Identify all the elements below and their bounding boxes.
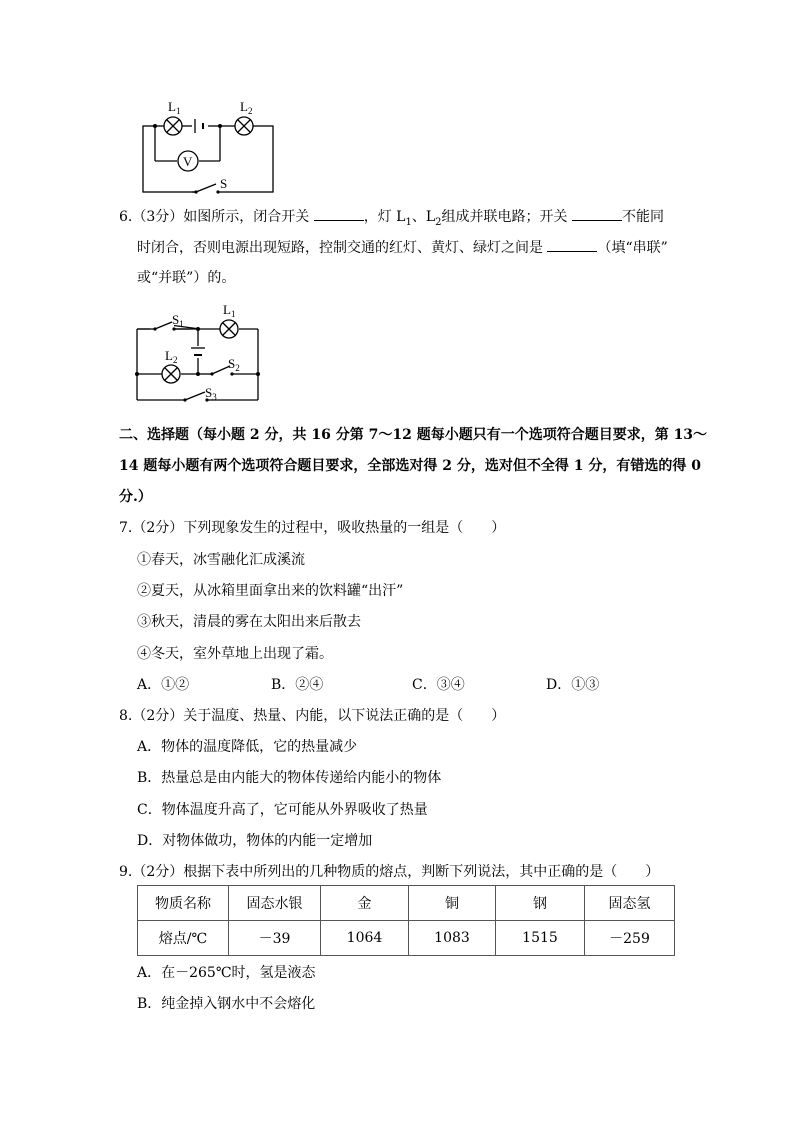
section-2-heading-line-3: 分.）: [119, 489, 152, 505]
q8-option-a[interactable]: A．物体的温度降低，它的热量减少: [137, 739, 358, 755]
table-cell: 钢: [496, 886, 585, 921]
table-cell: 1083: [409, 921, 496, 956]
table-cell: 固态水银: [229, 886, 321, 921]
table-cell: 铜: [409, 886, 496, 921]
q8-stem: 8.（2分）关于温度、热量、内能，以下说法正确的是（ ）: [119, 708, 506, 724]
section-2-heading-line-1: 二、选择题（每小题 2 分，共 16 分第 7～12 题每小题只有一个选项符合题目要求，第 13～: [119, 427, 708, 443]
voltmeter-label: V: [183, 154, 193, 169]
section-2-heading-line-2: 14 题每小题有两个选项符合题目要求，全部选对得 2 分，选对但不全得 1 分，有错选的得 0: [119, 458, 701, 474]
q7-item-3: ③秋天，清晨的雾在太阳出来后散去: [137, 614, 361, 630]
q7-item-4: ④冬天，室外草地上出现了霜。: [137, 646, 333, 662]
table-cell: 1064: [321, 921, 409, 956]
table-cell: －39: [229, 921, 321, 956]
q7-option-a[interactable]: A．①②: [137, 677, 190, 693]
table-cell: －259: [585, 921, 675, 956]
melting-point-table: [137, 885, 675, 956]
q7-item-2: ②夏天，从冰箱里面拿出来的饮料罐“出汗”: [137, 583, 404, 599]
table-cell: 金: [321, 886, 409, 921]
q6-line-1: 6.（3分）如图所示，闭合开关 ，灯 $L_1$、$L_2$组成并联电路；开关 不能同: [119, 206, 664, 233]
switch-s2-label: $S_2$: [228, 356, 240, 373]
switch-s3-label: $S_3$: [205, 385, 217, 402]
q6-blank-3[interactable]: [547, 237, 597, 252]
q7-stem: 7.（2分）下列现象发生的过程中，吸收热量的一组是（ ）: [119, 520, 506, 536]
q7-item-1: ①春天，冰雪融化汇成溪流: [137, 552, 305, 568]
q8-option-c[interactable]: C．物体温度升高了，它可能从外界吸收了热量: [137, 802, 428, 818]
q7-option-d[interactable]: D．①③: [546, 677, 600, 693]
lamp-l2-label: $L_2$: [165, 348, 178, 365]
lamp-l1-label: $L_1$: [223, 302, 236, 319]
switch-s-label: S: [220, 176, 228, 191]
lamp-l2-label: $L_2$: [240, 99, 253, 116]
q8-option-b[interactable]: B．热量总是由内能大的物体传递给内能小的物体: [137, 770, 442, 786]
q7-option-b[interactable]: B．②④: [271, 677, 324, 693]
q6-blank-1[interactable]: [314, 206, 364, 221]
table-row: [138, 921, 675, 956]
table-header-row: [138, 886, 675, 921]
switch-s1-label: $S_1$: [172, 312, 184, 329]
q6-line-2: 时闭合，否则电源出现短路，控制交通的红灯、黄灯、绿灯之间是 （填“串联”: [137, 237, 668, 258]
q8-option-d[interactable]: D．对物体做功，物体的内能一定增加: [137, 833, 373, 849]
q6-blank-2[interactable]: [572, 206, 622, 221]
circuit-diagram-2: [130, 300, 270, 408]
lamp-l1-label: $L_1$: [168, 99, 181, 116]
table-cell: 熔点/℃: [138, 921, 229, 956]
q9-option-b[interactable]: B．纯金掉入钢水中不会熔化: [137, 996, 316, 1012]
table-cell: 1515: [496, 921, 585, 956]
table-cell: 物质名称: [138, 886, 229, 921]
q9-option-a[interactable]: A．在－265℃时，氢是液态: [137, 965, 316, 981]
table-cell: 固态氢: [585, 886, 675, 921]
q7-option-c[interactable]: C．③④: [412, 677, 465, 693]
q6-line-3: 或“并联”）的。: [137, 270, 236, 286]
circuit-diagram-1: [130, 95, 290, 200]
q9-stem: 9.（2分）根据下表中所列出的几种物质的熔点，判断下列说法，其中正确的是（ ）: [119, 864, 660, 880]
